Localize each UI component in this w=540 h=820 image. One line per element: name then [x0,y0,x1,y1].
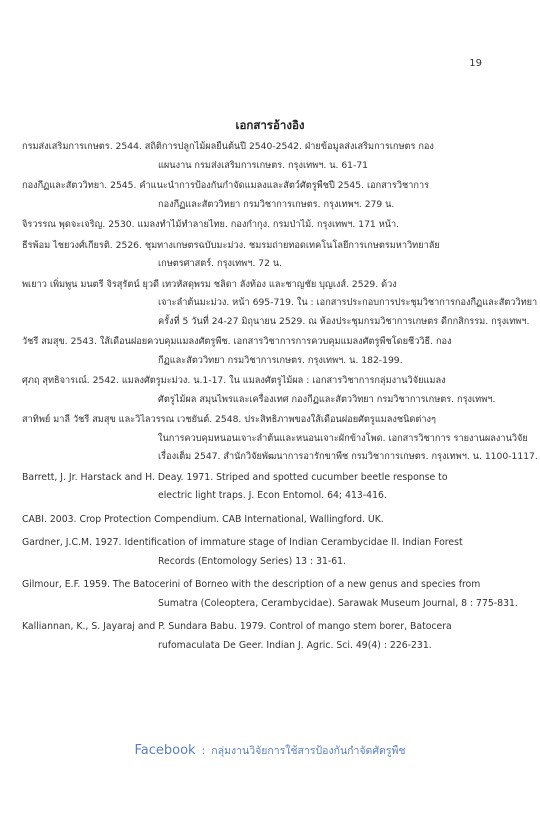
reference-continuation-line: แผนงาน กรมส่งเสริมการเกษตร. กรุงเทพฯ. น. 61-71 [158,159,369,171]
reference-continuation-line: rufomaculata De Geer. Indian J. Agric. Sci. 49(4) : 226-231. [158,639,432,651]
reference-continuation-line: ศัตรูไม้ผล สมุนไพรและเครื่องเทศ กองกีฏและสัตววิทยา กรมวิชาการเกษตร. กรุงเทพฯ. [158,393,496,405]
reference-continuation-line: Records (Entomology Series) 13 : 31-61. [158,555,347,567]
reference-first-line: Gardner, J.C.M. 1927. Identification of immature stage of Indian Cerambycidae II. Indian Forest [22,537,463,548]
reference-continuation-line: เจาะลำต้นมะม่วง. หน้า 695-719. ใน : เอกสารประกอบการประชุมวิชาการกองกีฏและสัตววิทยา [158,297,538,308]
reference-continuation-line: ครั้งที่ 5 วันที่ 24-27 มิถุนายน 2529. ณ ห้องประชุมกรมวิชาการเกษตร ดีกกสิกรรม. กรุงเทพฯ. [158,315,530,327]
facebook-label: Facebook [134,743,196,758]
reference-entry [22,534,520,571]
reference-entry [22,618,520,655]
reference-first-line: วัชรี สมสุข. 2543. ใส้เดือนฝอยควบคุมแมลงศัตรูพืช. เอกสารวิชาการการควบคุมแมลงศัตรูพืชโดยชีววิธี. กอง [22,336,452,347]
reference-first-line: Kalliannan, K., S. Jayaraj and P. Sundara Babu. 1979. Control of mango stem borer, Batocera [22,621,452,632]
reference-list [22,138,538,660]
reference-entry [22,276,538,332]
reference-entry [22,511,520,530]
reference-continuation-line: เรื่องเต็ม 2547. สำนักวิจัยพัฒนาการอารักขาพืช กรมวิชาการเกษตร. กรุงเทพฯ. น. 1100-1117. [158,451,538,462]
page-number: 19 [469,58,482,69]
reference-entry [22,138,520,175]
reference-first-line: CABI. 2003. Crop Protection Compendium. CAB International, Wallingford. UK. [22,513,384,525]
reference-continuation-line: ในการควบคุมหนอนเจาะลำต้นและหนอนเจาะผักข้างโพด. เอกสารวิชาการ รายงานผลงานวิจัย [158,432,528,444]
reference-entry [22,411,538,467]
reference-first-line: กรมส่งเสริมการเกษตร. 2544. สถิติการปลูกไม้ผลยืนต้นปี 2540-2542. ฝ่ายข้อมูลส่งเสริมการเกษตร กอง [22,141,434,152]
reference-first-line: สาทิพย์ มาลี วัชรี สมสุข และวิไลวรรณ เวชยันต์. 2548. ประสิทธิภาพของใส้เดือนฝอยศัตรูแมลงชนิดต่างๆ [22,414,436,425]
footer-separator: : [201,744,206,757]
reference-entry [22,469,520,506]
reference-continuation-line: กีฏและสัตววิทยา กรมวิชาการเกษตร. กรุงเทพฯ. น. 182-199. [158,354,403,366]
reference-first-line: ธีรพ้อม ไชยวงศ์เกียรติ. 2526. ชุมทางเกษตรฉบับมะม่วง. ชมรมถ่ายทอดเทคโนโลยีการเกษตรมหาวิทยาลัย [22,239,440,251]
facebook-group-name: กลุ่มงานวิจัยการใช้สารป้องกันกำจัดศัตรูพืช [211,745,406,757]
reference-first-line: Gilmour, E.F. 1959. The Batocerini of Borneo with the description of a new genus and species from [22,579,481,590]
reference-entry [22,333,520,370]
reference-entry [22,576,520,613]
reference-first-line: จิรวรรณ พุดจะเจริญ. 2530. แมลงทำไม้ทำลายไทย. กองกำกุง. กรมป่าไม้. กรุงเทพฯ. 171 หน้า. [22,219,400,230]
reference-entry [22,177,520,214]
footer-credit [0,742,540,759]
reference-continuation-line: กองกีฏและสัตววิทยา กรมวิชาการเกษตร. กรุงเทพฯ. 279 น. [158,198,395,210]
reference-entry [22,237,520,274]
reference-continuation-line: Sumatra (Coleoptera, Cerambycidae). Sarawak Museum Journal, 8 : 775-831. [158,597,518,609]
reference-continuation-line: electric light traps. J. Econ Entomol. 64; 413-416. [158,490,387,501]
page-title: เอกสารอ้างอิง [235,118,305,132]
reference-continuation-line: เกษตรศาสตร์. กรุงเทพฯ. 72 น. [158,258,283,269]
reference-first-line: ศุภฤ สุทธิจารเณ์. 2542. แมลงศัตรูมะม่วง. น.1-17. ใน แมลงศัตรูไม้ผล : เอกสารวิชาการกลุ่มงานวิจัยแมลง [22,375,446,386]
reference-first-line: กองกีฏและสัตววิทยา. 2545. คำแนะนำการป้องกันกำจัดแมลงและสัตว์ศัตรูพืชปี 2545. เอกสารวิชาการ [22,180,430,191]
reference-first-line: Barrett, J. Jr. Harstack and H. Deay. 1971. Striped and spotted cucumber beetle response to [22,471,448,483]
reference-first-line: พเยาว เพิ่มพูน มนตรี จิรสุรัตน์ ยุวดี เทวหัสดุพรม ชลิดา ลังท้อง และชาญชัย บุญเงส์. 2529. ด้วง [22,278,397,290]
reference-entry [22,216,520,235]
reference-entry [22,372,520,409]
